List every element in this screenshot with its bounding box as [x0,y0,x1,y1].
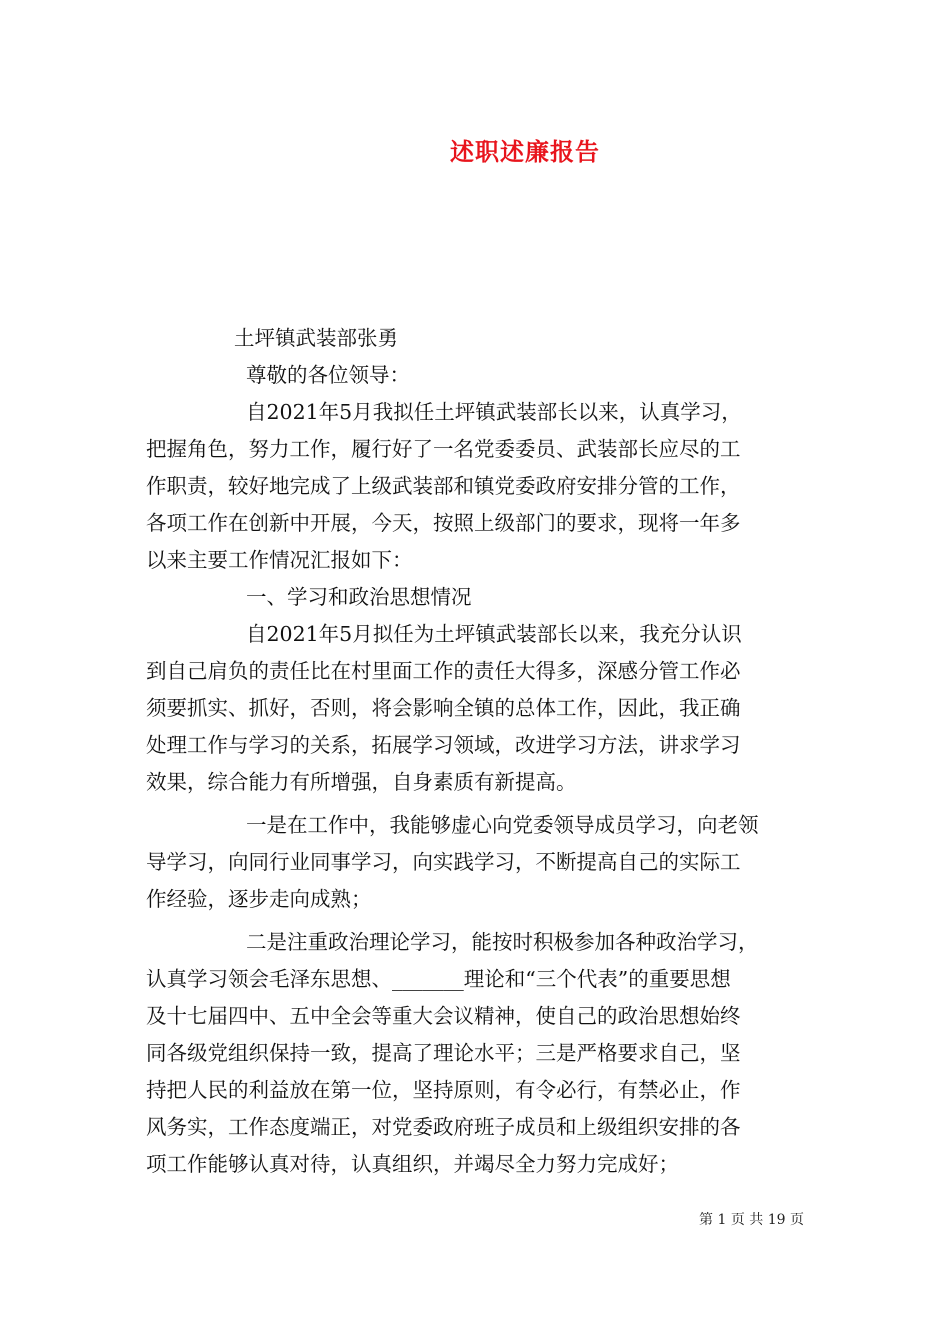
paragraph-line: 认真学习领会毛泽东思想、_______理论和“三个代表”的重要思想 [146,967,731,991]
paragraph-study [146,616,806,801]
paragraph-line: 自2021年5月我拟任土坪镇武装部长以来，认真学习， [246,400,742,424]
paragraph-line: 效果，综合能力有所增强，自身素质有新提高。 [146,770,577,794]
document-body [146,320,806,1183]
paragraph-line: 各项工作在创新中开展，今天，按照上级部门的要求，现将一年多 [146,511,741,535]
paragraph-line: 同各级党组织保持一致，提高了理论水平；三是严格要求自己，坚 [146,1041,741,1065]
paragraph-line: 风务实，工作态度端正，对党委政府班子成员和上级组织安排的各 [146,1115,741,1139]
section-heading: 一、学习和政治思想情况 [246,585,472,609]
paragraph-line: 二是注重政治理论学习，能按时积极参加各种政治学习， [246,930,759,954]
paragraph-line: 到自己肩负的责任比在村里面工作的责任大得多，深感分管工作必 [146,659,741,683]
greeting-line: 尊敬的各位领导： [246,363,410,387]
paragraph-line: 自2021年5月拟任为土坪镇武装部长以来，我充分认识 [246,622,742,646]
paragraph-line: 持把人民的利益放在第一位，坚持原则，有令必行，有禁必止，作 [146,1078,741,1102]
paragraph-line: 以来主要工作情况汇报如下： [146,548,413,572]
paragraph-line: 及十七届四中、五中全会等重大会议精神，使自己的政治思想始终 [146,1004,741,1028]
paragraph-line: 作经验，逐步走向成熟； [146,887,372,911]
paragraph-intro [146,394,806,579]
paragraph-line: 须要抓实、抓好，否则，将会影响全镇的总体工作，因此，我正确 [146,696,741,720]
document-title: 述职述廉报告 [450,137,600,166]
paragraph-line: 项工作能够认真对待，认真组织，并竭尽全力努力完成好； [146,1152,679,1176]
paragraph-point-one [146,807,806,918]
author-line: 土坪镇武装部张勇 [234,326,398,350]
paragraph-line: 处理工作与学习的关系，拓展学习领域，改进学习方法，讲求学习 [146,733,741,757]
page-number-footer: 第 1 页 共 19 页 [699,1212,804,1228]
paragraph-line: 把握角色，努力工作，履行好了一名党委委员、武装部长应尽的工 [146,437,741,461]
paragraph-point-two [146,924,806,1183]
paragraph-line: 一是在工作中，我能够虚心向党委领导成员学习，向老领 [246,813,759,837]
paragraph-line: 作职责，较好地完成了上级武装部和镇党委政府安排分管的工作， [146,474,741,498]
paragraph-line: 导学习，向同行业同事学习，向实践学习，不断提高自己的实际工 [146,850,741,874]
